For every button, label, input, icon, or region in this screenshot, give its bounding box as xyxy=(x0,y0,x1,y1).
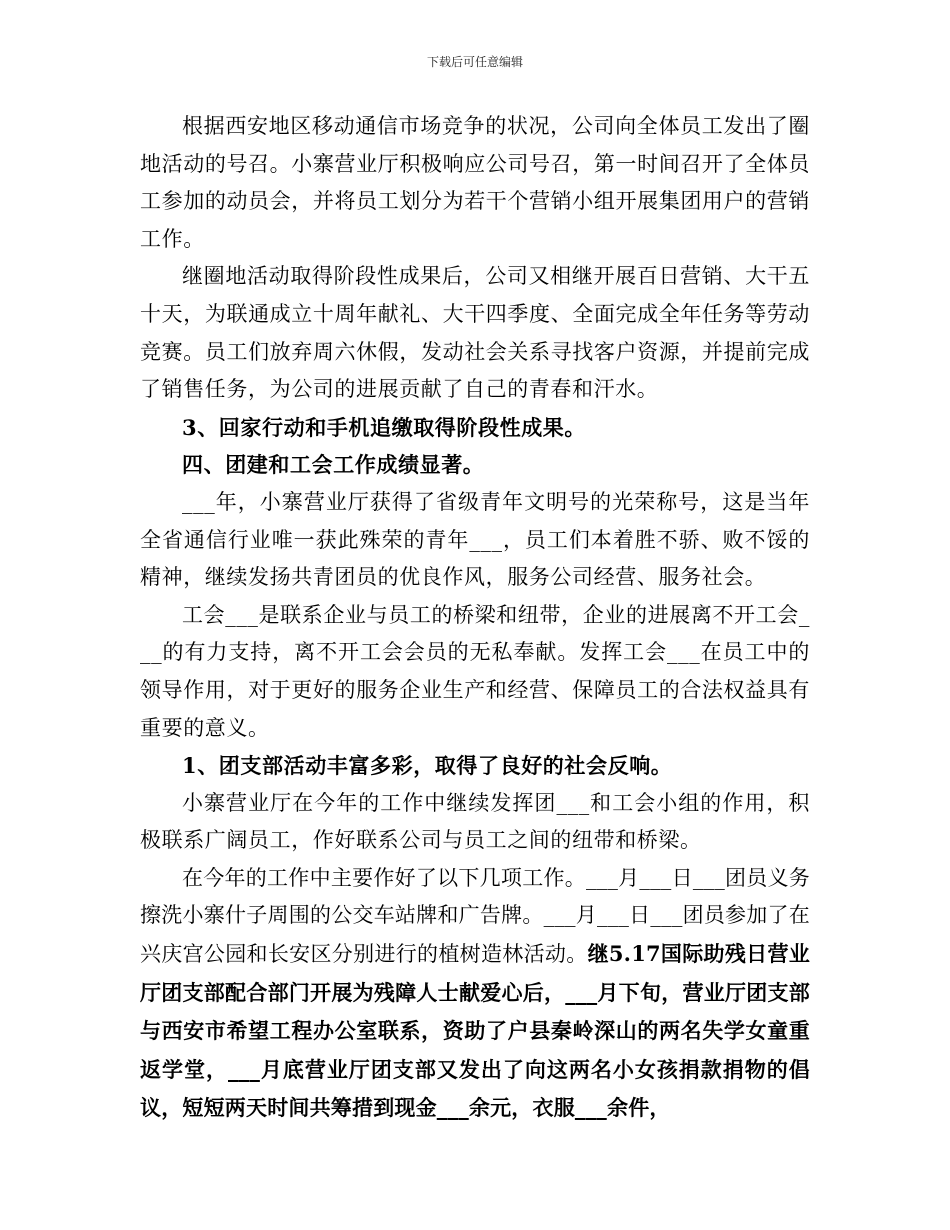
paragraph-youth-civilization: ___年，小寨营业厅获得了省级青年文明号的光荣称号，这是当年全省通信行业唯一获此殊荣的青年___，员工们本着胜不骄、败不馁的精神，继续发扬共青团员的优良作风，服务公司经营、服务社会。 xyxy=(140,489,810,590)
paragraph-2: 继圈地活动取得阶段性成果后，公司又相继开展百日营销、大干五十天，为联通成立十周年献礼、大干四季度、全面完成全年任务等劳动竞赛。员工们放弃周六休假，发动社会关系寻找客户资源，并提前完成了销售任务，为公司的进展贡献了自己的青春和汗水。 xyxy=(140,264,810,402)
work-items-bold-text: 继5.17国际助残日营业厅团支部配合部门开展为残障人士献爱心后，___月下旬，营业厅团支部与西安市希望工程办公室联系，资助了户县秦岭深山的两名失学女童重返学堂，___月底营业厅团支部又发出了向这两名小女孩捐款捐物的倡议，短短两天时间共筹措到现金___余元，衣服___余件， xyxy=(140,941,811,1121)
paragraph-work-items xyxy=(140,860,810,1128)
work-items-regular-text: 在今年的工作中主要作好了以下几项工作。___月___日___团员义务擦洗小寨什子周围的公交车站牌和广告牌。___月___日___团员参加了在兴庆宫公园和长安区分别进行的植树造林活动。 xyxy=(140,865,810,967)
heading-3-home-action: 3、回家行动和手机追缴取得阶段性成果。 xyxy=(182,414,587,440)
heading-4-team-building: 四、团建和工会工作成绩显著。 xyxy=(182,452,485,478)
page-header: 下载后可任意编辑 xyxy=(426,55,523,69)
paragraph-union: 工会___是联系企业与员工的桥梁和纽带，企业的进展离不开工会___的有力支持，离不开工会会员的无私奉献。发挥工会___在员工中的领导作用，对于更好的服务企业生产和经营、保障员工的合法权益具有重要的意义。 xyxy=(140,602,810,740)
paragraph-league-role: 小寨营业厅在今年的工作中继续发挥团___和工会小组的作用，积极联系广阔员工，作好联系公司与员工之间的纽带和桥梁。 xyxy=(140,790,810,853)
paragraph-1: 根据西安地区移动通信市场竞争的状况，公司向全体员工发出了圈地活动的号召。小寨营业厅积极响应公司号召，第一时间召开了全体员工参加的动员会，并将员工划分为若干个营销小组开展集团用户的营销工作。 xyxy=(140,114,810,251)
document-body xyxy=(140,108,810,1128)
heading-1-league-activities: 1、团支部活动丰富多彩，取得了良好的社会反响。 xyxy=(182,753,673,779)
